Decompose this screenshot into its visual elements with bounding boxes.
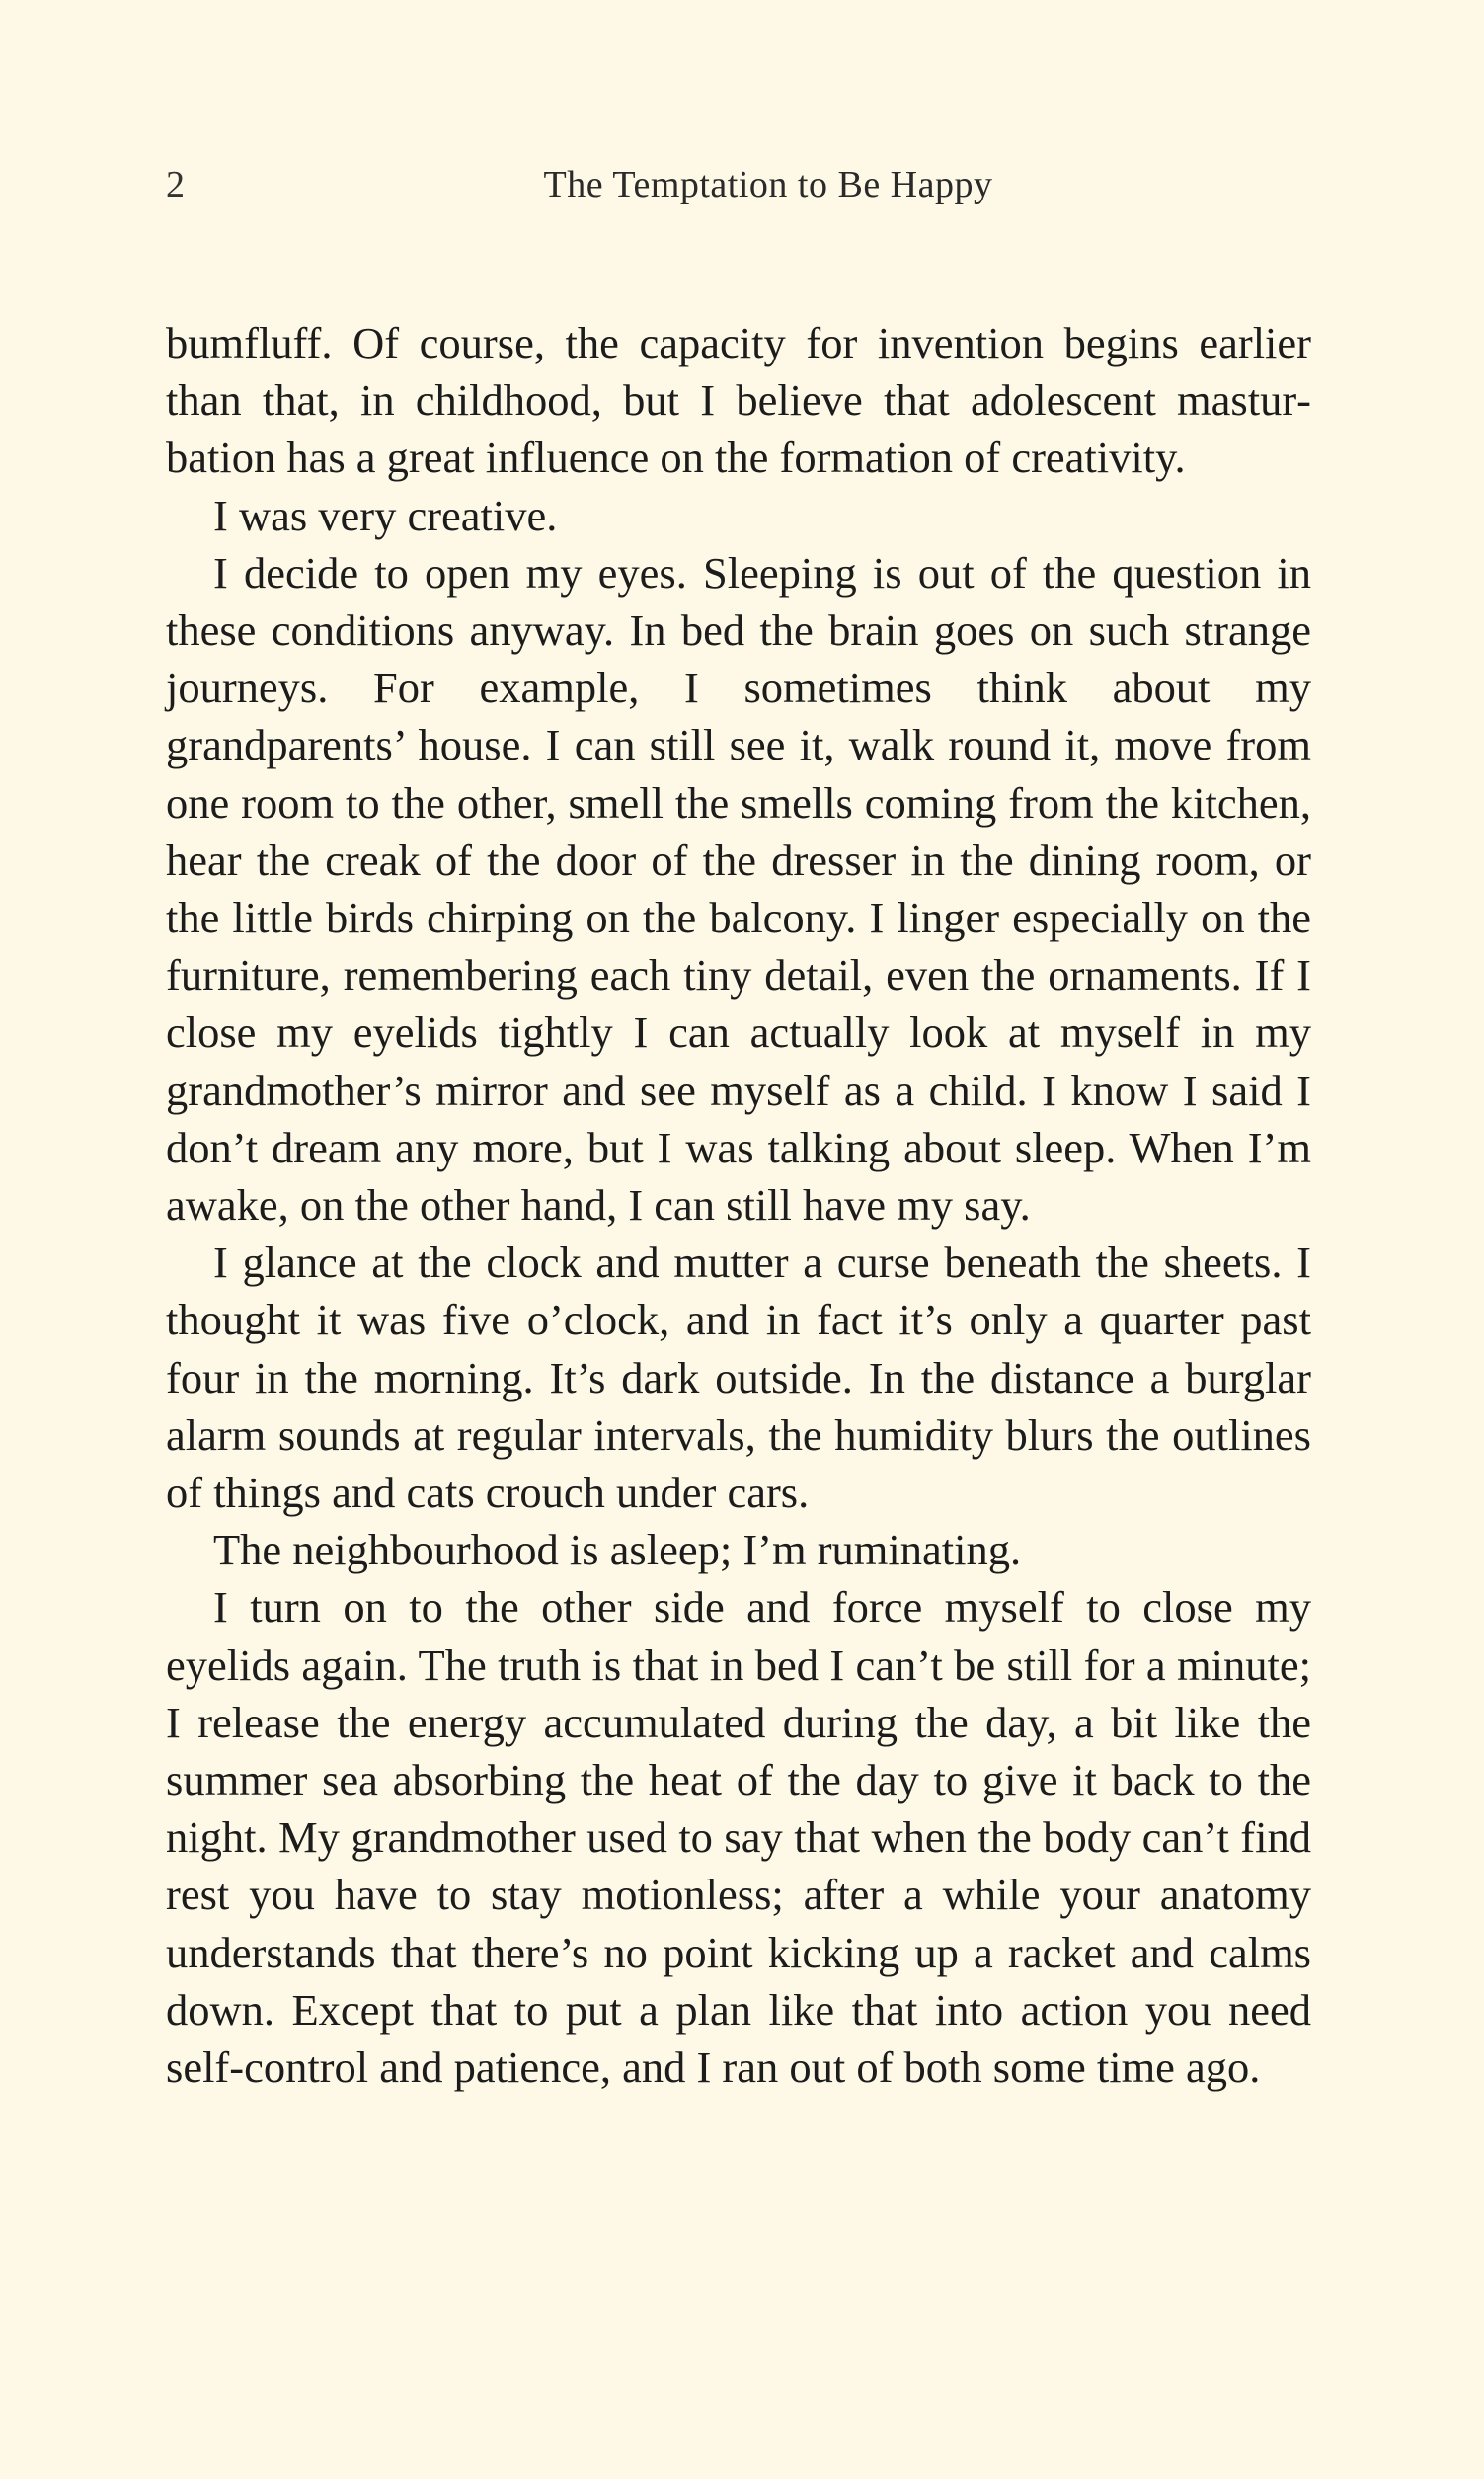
paragraph: I glance at the clock and mutter a curse beneath the sheets. I thought it was five o’clock, and in fact it’s only a quarter past four in the morning. It’s dark outside. In the distance a burglar alarm sounds at regular intervals, the humidity blurs the outlines of things and cats crouch under cars. (166, 1238, 1311, 1518)
running-head (166, 163, 1311, 222)
paragraph: I was very creative. (213, 490, 558, 540)
paragraph: I decide to open my eyes. Sleeping is out of the question in these conditions anyway. In bed the brain goes on such strange journeys. For example, I sometimes think about my grandparents’ house. I can still see it, walk round it, move from one room to the other, smell the smells coming from the kitchen, hear the creak of the door of the dresser in the dining room, or the little birds chirping on the balcony. I linger especially on the furniture, remembering each tiny detail, even the ornaments. If I close my eyelids tightly I can actually look at myself in my grandmother’s mirror and see myself as a child. I know I said I don’t dream any more, but I was talking about sleep. When I’m awake, on the other hand, I can still have my say. (166, 547, 1311, 1231)
paragraph: I turn on to the other side and force myself to close my eyelids again. The truth is that in bed I can’t be still for a minute; I release the energy accumulated during the day, a bit like the summer sea absorbing the heat of the day to give it back to the night. My grandmother used to say that when the body can’t find rest you have to stay motionless; after a while your anatomy understands that there’s no point kicking up a racket and calms down. Except that to put a plan like that into action you need self-control and patience, and I ran out of both some time ago. (166, 1582, 1311, 2093)
book-title: The Temptation to Be Happy (543, 164, 993, 205)
paragraph: The neighbourhood is asleep; I’m ruminating. (213, 1525, 1022, 1575)
page-number: 2 (166, 164, 185, 205)
body-text (166, 314, 1311, 2096)
paragraph-continued: bumfluff. Of course, the capacity for invention begins earlier than that, in childhood, but I believe that adolescent masturbation has a great influence on the formation of creativity. (166, 318, 1311, 483)
